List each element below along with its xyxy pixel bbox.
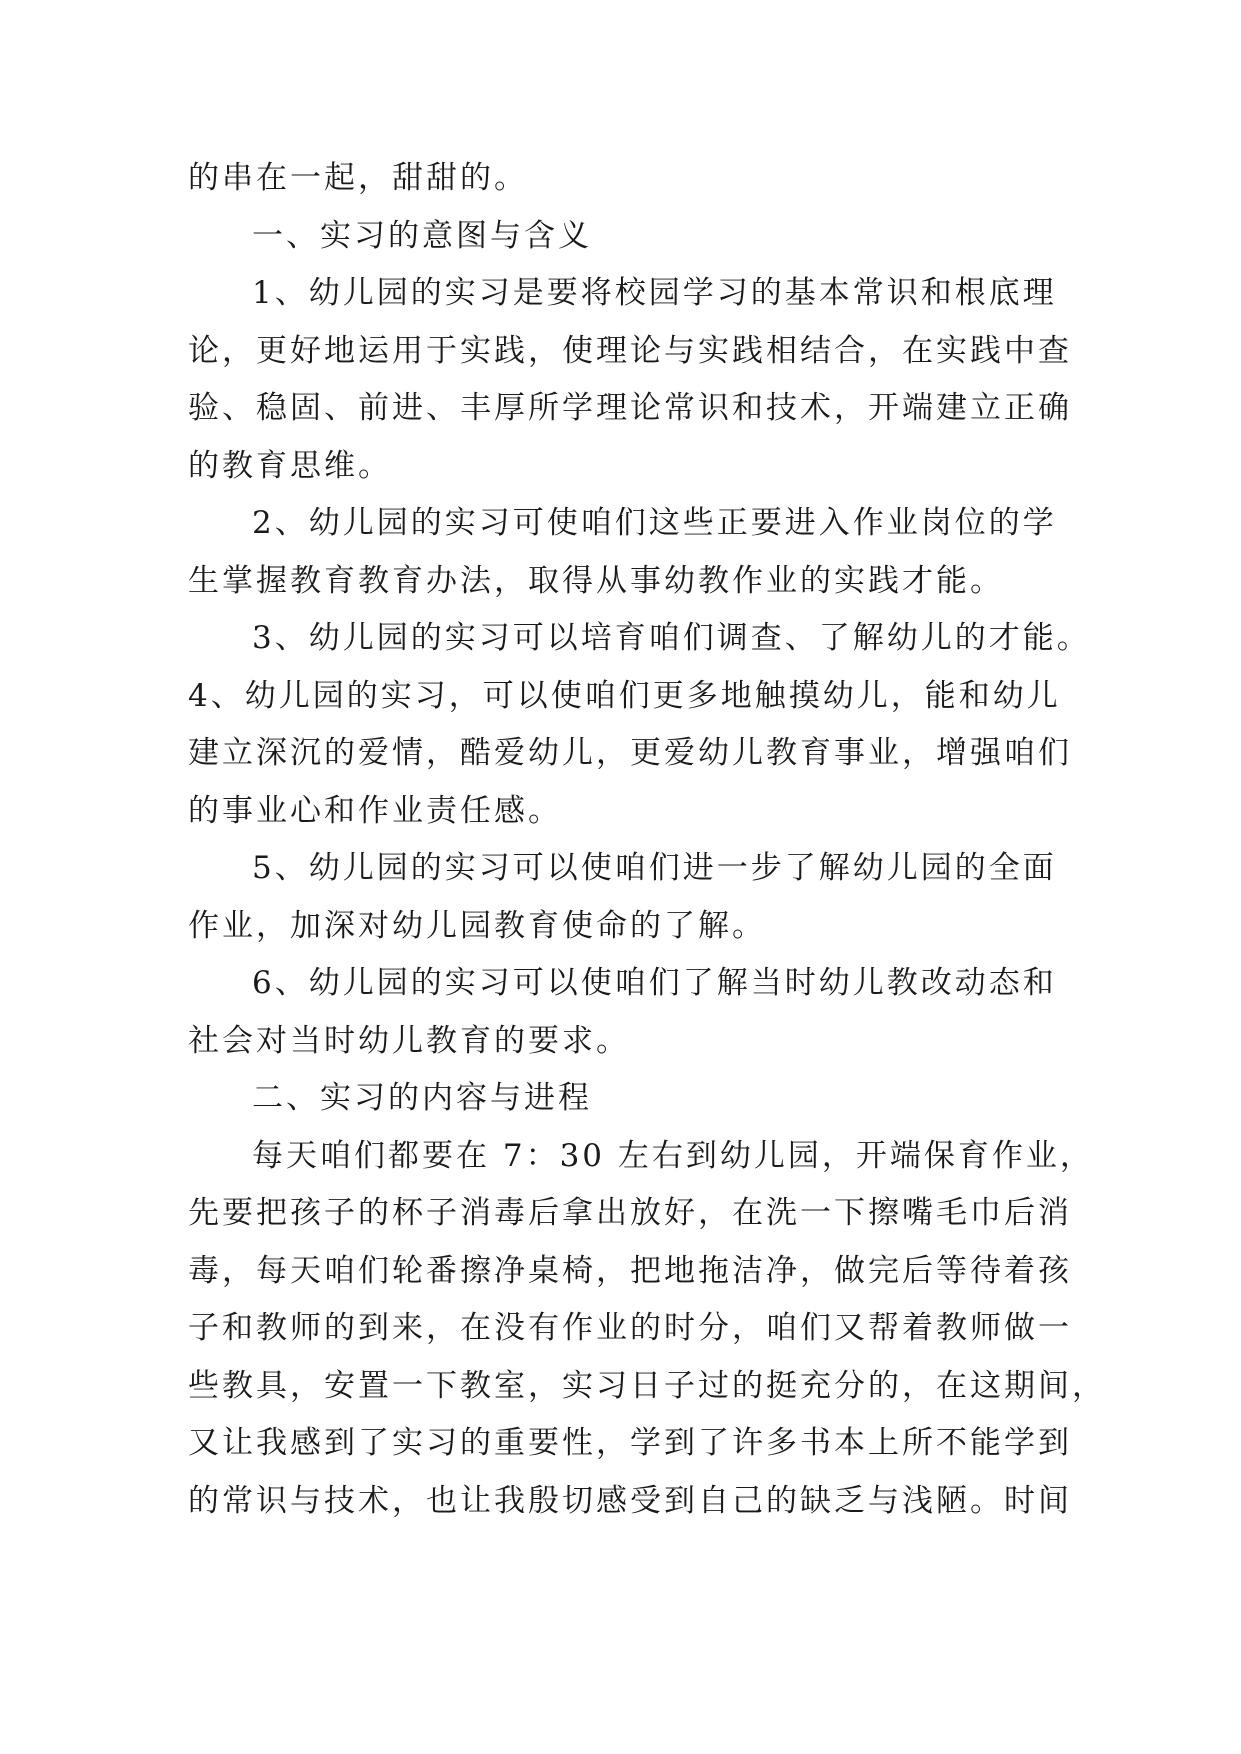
text-line: 4、幼儿园的实习，可以使咱们更多地触摸幼儿，能和幼儿 — [188, 677, 1061, 714]
text-line: 建立深沉的爱情，酷爱幼儿，更爱幼儿教育事业，增强咱们 — [188, 735, 1072, 771]
text-line: 论，更好地运用于实践，使理论与实践相结合，在实践中查 — [188, 332, 1072, 369]
text-line: 5、幼儿园的实习可以使咱们进一步了解幼儿园的全面 — [252, 850, 1057, 886]
text-line: 毒，每天咱们轮番擦净桌椅，把地拖洁净，做完后等待着孩 — [188, 1252, 1072, 1289]
text-line: 的串在一起，甜甜的。 — [188, 160, 528, 196]
text-line: 6、幼儿园的实习可以使咱们了解当时幼儿教改动态和 — [252, 965, 1057, 1001]
text-line: 先要把孩子的杯子消毒后拿出放好，在洗一下擦嘴毛巾后消 — [188, 1195, 1072, 1231]
text-line: 3、幼儿园的实习可以培育咱们调查、了解幼儿的才能。 — [252, 620, 1091, 656]
text-line: 社会对当时幼儿教育的要求。 — [188, 1022, 630, 1059]
text-line: 的教育思维。 — [188, 447, 392, 484]
text-line: 作业，加深对幼儿园教育使命的了解。 — [188, 907, 766, 944]
text-line: 的常识与技术，也让我殷切感受到自己的缺乏与浅陋。时间 — [188, 1482, 1072, 1519]
text-line: 些教具，安置一下教室，实习日子过的挺充分的，在这期间， — [188, 1367, 1106, 1404]
text-line: 子和教师的到来，在没有作业的时分，咱们又帮着教师做一 — [188, 1310, 1072, 1346]
text-line: 验、稳固、前进、丰厚所学理论常识和技术，开端建立正确 — [188, 390, 1072, 426]
text-line: 的事业心和作业责任感。 — [188, 792, 562, 829]
text-line: 1、幼儿园的实习是要将校园学习的基本常识和根底理 — [252, 275, 1057, 311]
text-line: 生掌握教育教育办法，取得从事幼教作业的实践才能。 — [188, 562, 1004, 599]
section-heading: 二、实习的内容与进程 — [252, 1080, 592, 1116]
text-line: 又让我感到了实习的重要性，学到了许多书本上所不能学到 — [188, 1425, 1072, 1461]
section-heading: 一、实习的意图与含义 — [252, 217, 592, 254]
text-line: 每天咱们都要在 7：30 左右到幼儿园，开端保育作业， — [252, 1137, 1094, 1174]
text-line: 2、幼儿园的实习可使咱们这些正要进入作业岗位的学 — [252, 505, 1057, 541]
body-text — [188, 150, 1106, 1530]
